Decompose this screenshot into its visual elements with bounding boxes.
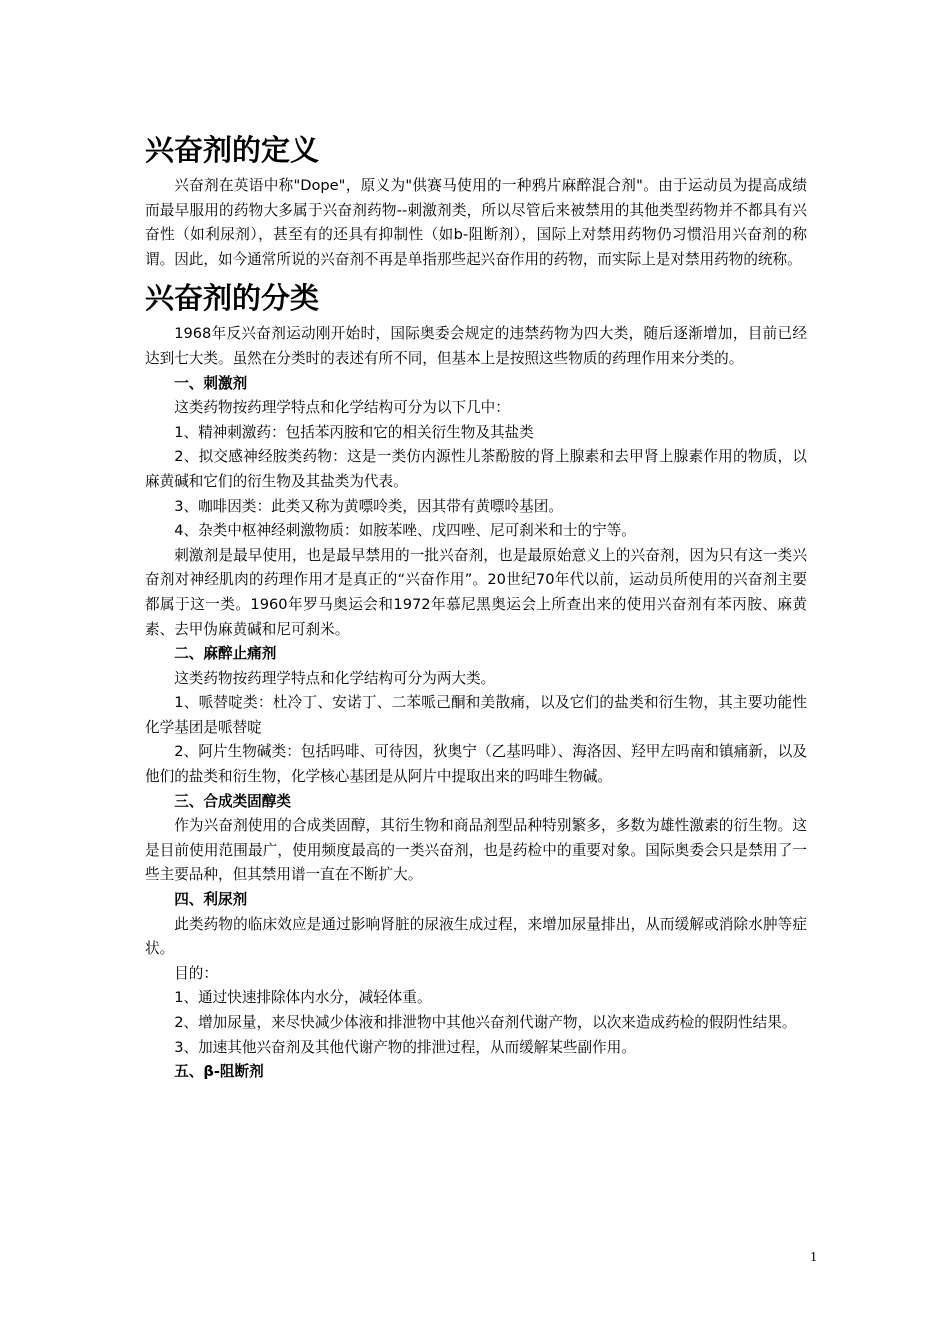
subsection-heading-steroids: 三、合成类固醇类 [174, 792, 291, 810]
paragraph: 目的： [174, 964, 218, 982]
subsection-heading-narcotics: 二、麻醉止痛剂 [174, 645, 277, 663]
list-item: 2、拟交感神经胺类药物：这是一类仿内源性儿茶酚胺的肾上腺素和去甲肾上腺素作用的物质，以麻黄碱和它们的衍生物及其盐类为代表。 [145, 448, 807, 490]
list-item: 4、杂类中枢神经刺激物质：如胺苯唑、戊四唑、尼可刹米和士的宁等。 [174, 522, 636, 540]
paragraph: 此类药物的临床效应是通过影响肾脏的尿液生成过程，来增加尿量排出，从而缓解或消除水肿等症状。 [145, 915, 807, 958]
list-item: 3、加速其他兴奋剂及其他代谢产物的排泄过程，从而缓解某些副作用。 [174, 1038, 636, 1056]
subsection-heading-beta-blockers: 五、β-阻断剂 [174, 1063, 264, 1081]
paragraph: 这类药物按药理学特点和化学结构可分为以下几中： [174, 399, 510, 417]
section-title-definition: 兴奋剂的定义 [145, 133, 320, 167]
definition-paragraph: 兴奋剂在英语中称"Dope"，原义为"供赛马使用的一种鸦片麻醉混合剂"。由于运动员为提高成绩而最早服用的药物大多属于兴奋剂药物--刺激剂类，所以尽管后来被禁用的其他类型药物并不都具有兴奋性（如利尿剂），甚至有的还具有抑制性（如b-阻断剂），国际上对禁用药物仍习惯沿用兴奋剂的称谓。因此，如今通常所说的兴奋剂不再是单指那些起兴奋作用的药物，而实际上是对禁用药物的统称。 [145, 177, 807, 268]
subsection-heading-diuretics: 四、利尿剂 [174, 891, 248, 909]
section-title-classification: 兴奋剂的分类 [145, 281, 320, 316]
paragraph: 这类药物按药理学特点和化学结构可分为两大类。 [174, 669, 496, 687]
list-item: 2、增加尿量，来尽快减少体液和排泄物中其他兴奋剂代谢产物，以次来造成药检的假阴性结果。 [174, 1014, 797, 1031]
list-item: 1、通过快速排除体内水分，减轻体重。 [174, 989, 432, 1007]
list-item: 3、咖啡因类：此类又称为黄嘌呤类，因其带有黄嘌呤基团。 [174, 497, 563, 515]
paragraph: 作为兴奋剂使用的合成类固醇，其衍生物和商品剂型品种特别繁多，多数为雄性激素的衍生物。这是目前使用范围最广，使用频度最高的一类兴奋剂，也是药检中的重要对象。国际奥委会只是禁用了一些主要品种，但其禁用谱一直在不断扩大。 [145, 817, 807, 884]
list-item: 2、阿片生物碱类：包括吗啡、可待因，狄奥宁（乙基吗啡）、海洛因、羟甲左吗南和镇痛新，以及他们的盐类和衍生物，化学核心基团是从阿片中提取出来的吗啡生物碱。 [145, 743, 807, 786]
list-item: 1、哌替啶类：杜冷丁、安诺丁、二苯哌己酮和美散痛，以及它们的盐类和衍生物，其主要功能性化学基团是哌替啶 [145, 694, 807, 736]
list-item: 1、精神刺激药：包括苯丙胺和它的相关衍生物及其盐类 [174, 423, 534, 441]
page-number: 1 [810, 1250, 817, 1265]
document-body [145, 128, 807, 1085]
classification-intro: 1968年反兴奋剂运动刚开始时，国际奥委会规定的违禁药物为四大类，随后逐渐增加，目前已经达到七大类。虽然在分类时的表述有所不同，但基本上是按照这些物质的药理作用来分类的。 [145, 325, 807, 367]
paragraph: 刺激剂是最早使用，也是最早禁用的一批兴奋剂，也是最原始意义上的兴奋剂，因为只有这一类兴奋剂对神经肌肉的药理作用才是真正的“兴奋作用”。20世纪70年代以前，运动员所使用的兴奋剂主要都属于这一类。1960年罗马奥运会和1972年慕尼黑奥运会上所查出来的使用兴奋剂有苯丙胺、麻黄素、去甲伪麻黄碱和尼可刹米。 [145, 546, 807, 638]
subsection-heading-stimulants: 一、刺激剂 [174, 374, 248, 392]
